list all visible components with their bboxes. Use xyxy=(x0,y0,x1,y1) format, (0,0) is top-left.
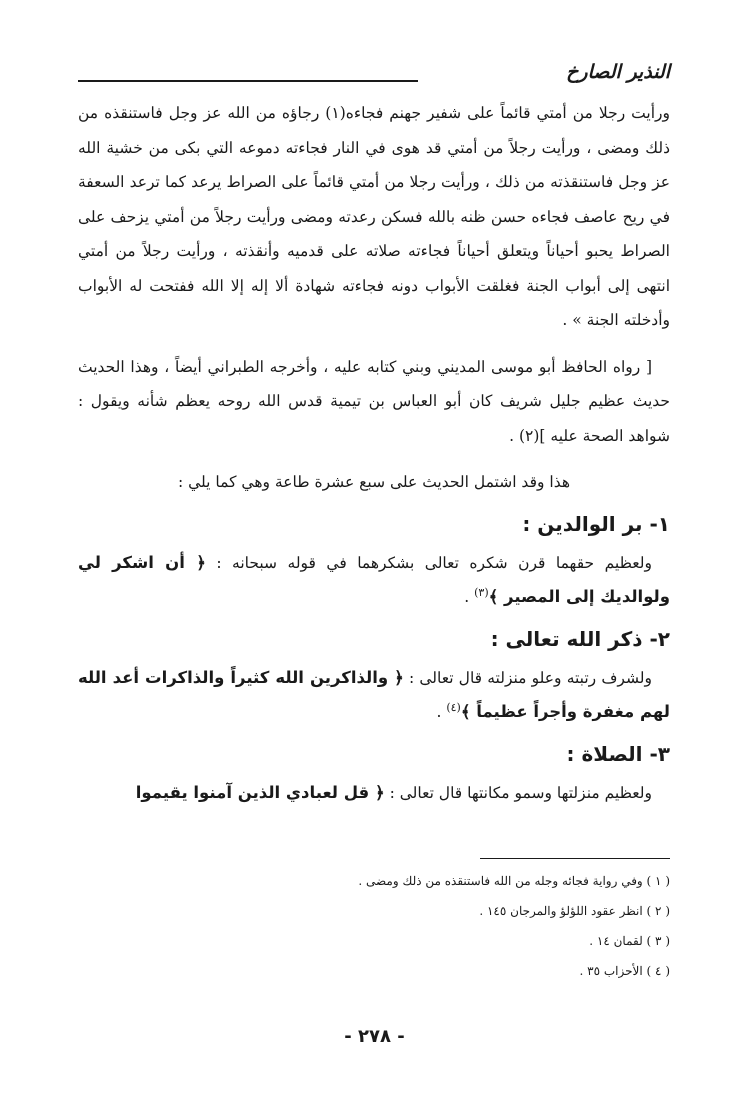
quran-verse: ﴿ قل لعبادي الذين آمنوا يقيموا xyxy=(135,782,385,802)
text-line: قائماً على الصراط يرعد كما ترعد السعفة في ريح عاصف فجاءه حسن ظنه بالله xyxy=(78,173,670,226)
quran-verse: ﴿ والذاكرين الله كثيراً والذاكرات أعد الله لهم مغفرة وأجراً عظيماً ﴾ xyxy=(78,667,670,721)
text-line: وهذا الحديث حديث عظيم جليل شريف كان أبو العباس بن تيمية قدس الله روحه xyxy=(78,357,670,410)
sentence-end: . xyxy=(436,703,447,721)
footnote-item: ( ٤ ) الأحزاب ٣٥ . xyxy=(579,964,670,978)
text-line: [ رواه الحافظ أبو موسى المديني وبني كتابه عليه ، وأخرجه الطبراني أيضاً ، xyxy=(164,357,653,376)
section-paragraph xyxy=(78,776,670,811)
running-header-title: النذير الصارخ xyxy=(566,61,670,83)
footnote-item: ( ٢ ) انظر عقود اللؤلؤ والمرجان ١٤٥ . xyxy=(479,904,670,918)
section-text: ولشرف رتبته وعلو منزلته قال تعالى : xyxy=(408,668,652,687)
text-line: ورأيت رجلا من أمتي قائماً على شفير جهنم فجاءه(١) رجاؤه من الله عز وجل xyxy=(168,104,670,122)
footnotes xyxy=(78,866,670,986)
text-line: فاستنقذه من ذلك ومضى ، ورأيت رجلاً من أمتي قد هوى في النار فجاءته دموعه xyxy=(78,104,670,157)
text-line: فسكن رعدته ومضى ورأيت رجلاً من أمتي يزحف على الصراط يحبو أحياناً xyxy=(78,207,670,260)
sentence-end: . xyxy=(464,588,475,606)
section-paragraph xyxy=(78,546,670,615)
text-line: التي بكى من خشية الله عز وجل فاستنقذته من ذلك ، ورأيت رجلا من أمتي xyxy=(78,138,670,191)
source-paragraph xyxy=(78,350,670,454)
footnote-ref: (٣) xyxy=(474,585,489,599)
page-number: - ٢٧٨ - xyxy=(344,1026,405,1047)
footnote-item: ( ٣ ) لقمان ١٤ . xyxy=(589,934,670,948)
intro-line: هذا وقد اشتمل الحديث على سبع عشرة طاعة وهي كما يلي : xyxy=(177,473,571,491)
text-line: يعظم شأنه ويقول : شواهد الصحة عليه ](٢) . xyxy=(78,392,670,445)
text-line: أبواب الجنة فغلقت الأبواب دونه فجاءته شهادة ألا إله إلا الله ففتحت له الأبواب xyxy=(78,276,601,295)
header-rule xyxy=(78,80,418,82)
footnote-rule xyxy=(480,858,670,859)
section-heading: ٢- ذكر الله تعالى : xyxy=(490,626,670,651)
text-line: وأدخلته الجنة » . xyxy=(562,311,670,329)
running-header xyxy=(78,58,670,88)
hadith-paragraph xyxy=(78,96,670,338)
main-text xyxy=(78,96,670,810)
section-text: ولعظيم حقهما قرن شكره تعالى بشكرهما في قوله سبحانه : xyxy=(216,553,652,572)
section-paragraph xyxy=(78,661,670,730)
section-heading: ٣- الصلاة : xyxy=(566,741,670,766)
footnote-ref: (٤) xyxy=(446,700,461,714)
text-line: ويتعلق أحياناً فجاءته صلاته على قدميه وأنقذته ، ورأيت رجلاً من أمتي انتهى إلى xyxy=(78,242,670,295)
section-text: ولعظيم منزلتها وسمو مكانتها قال تعالى : xyxy=(389,783,652,802)
quran-verse: ﴿ أن اشكر لي ولوالديك إلى المصير ﴾ xyxy=(78,552,670,606)
footnote-item: ( ١ ) وفي رواية فجائه وجله من الله فاستنقذه من ذلك ومضى . xyxy=(358,874,670,888)
section-heading: ١- بر الوالدين : xyxy=(522,511,670,536)
